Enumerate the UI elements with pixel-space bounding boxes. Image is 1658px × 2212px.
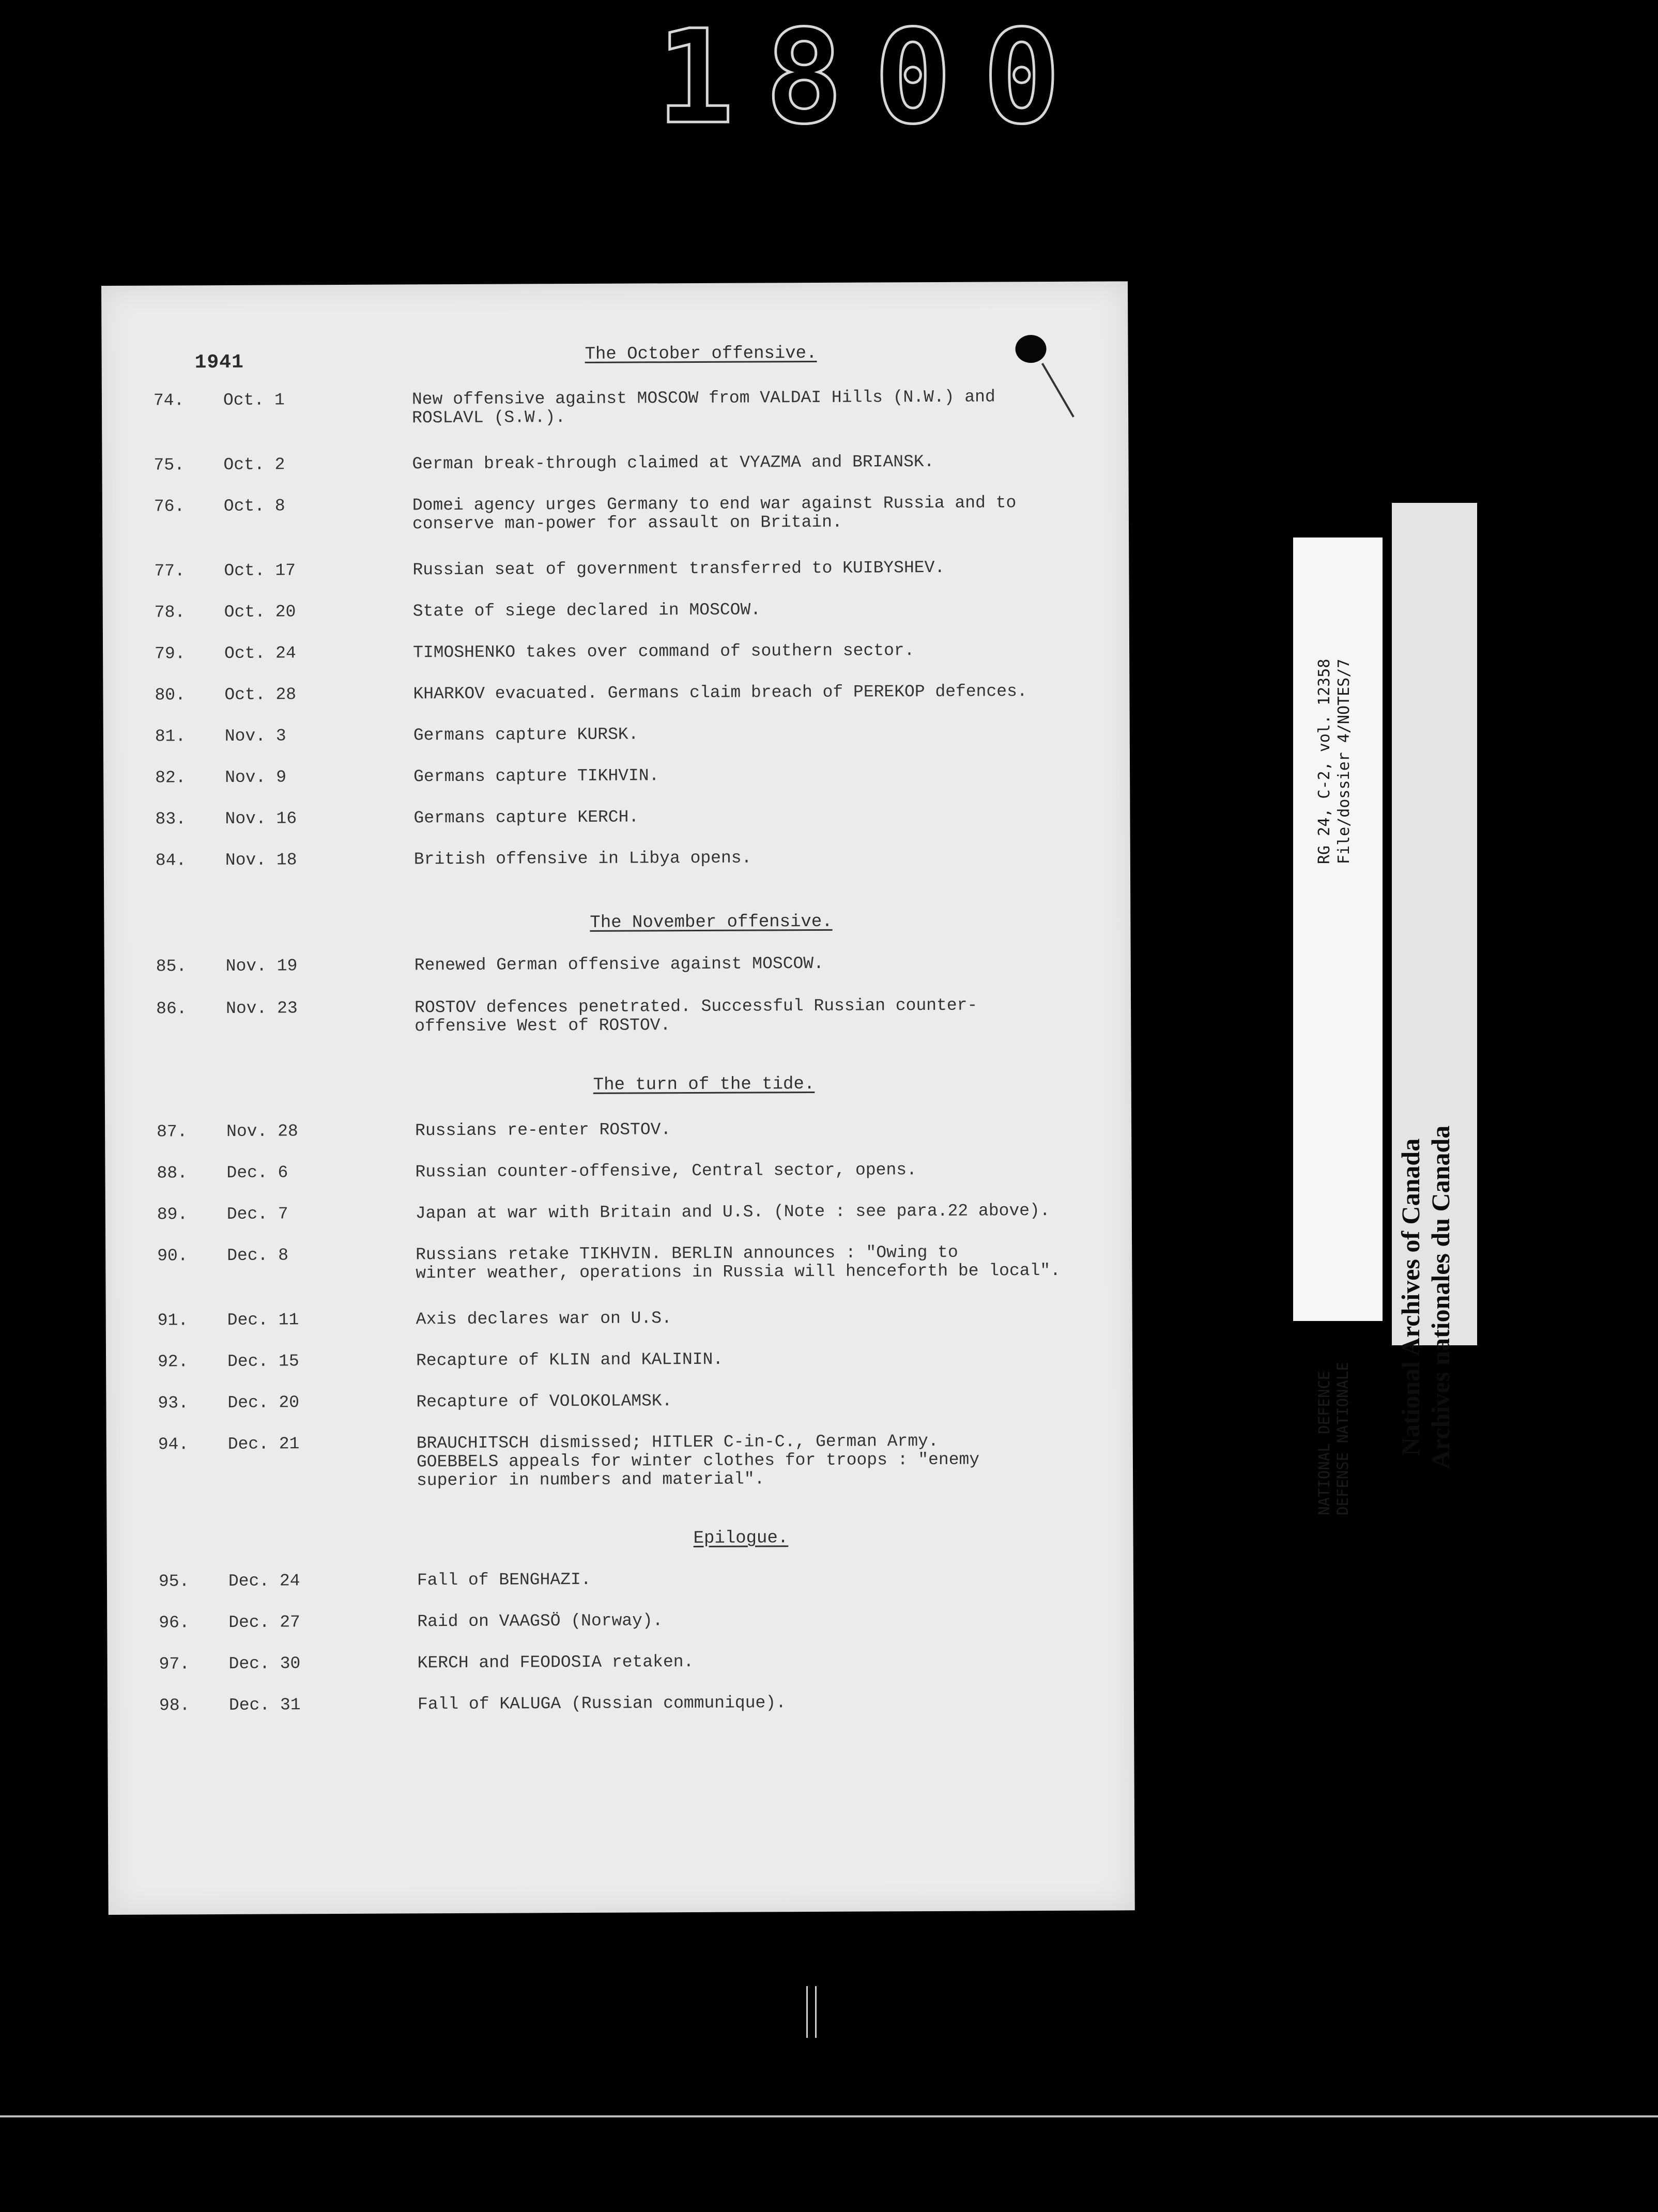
chronology-entry xyxy=(158,1349,1088,1372)
entry-number: 86. xyxy=(156,999,187,1019)
chronology-entry xyxy=(153,493,1084,534)
archive-label xyxy=(1395,1116,1455,1478)
chronology-entry xyxy=(159,1610,1089,1633)
entry-number: 77. xyxy=(154,561,185,581)
entry-date: Nov. 19 xyxy=(225,956,298,976)
chronology-entry xyxy=(157,1160,1087,1183)
ink-blot xyxy=(1015,335,1046,363)
chronology-entry xyxy=(159,1651,1089,1674)
entry-date: Nov. 3 xyxy=(224,726,286,746)
entry-date: Oct. 24 xyxy=(224,643,296,663)
entry-date: Dec. 8 xyxy=(227,1246,289,1265)
microfilm-frame-number: 1800 xyxy=(656,2,1092,152)
entry-number: 83. xyxy=(155,809,187,829)
entry-date: Dec. 20 xyxy=(227,1393,300,1412)
heading-epilogue: Epilogue. xyxy=(693,1528,789,1549)
entry-date: Nov. 18 xyxy=(225,850,297,870)
entry-text: Russians retake TIKHVIN. BERLIN announces : "Owing to winter weather, operations in Russia will henceforth be local". xyxy=(416,1242,1061,1283)
entry-text: Japan at war with Britain and U.S. (Note : see para.22 above). xyxy=(415,1201,1050,1223)
entry-date: Nov. 9 xyxy=(225,767,287,787)
entry-number: 90. xyxy=(157,1246,188,1266)
chronology-entry xyxy=(155,682,1085,705)
film-registration-mark xyxy=(806,1986,817,2038)
film-edge-line xyxy=(0,2115,1658,2117)
entry-text: Russians re-enter ROSTOV. xyxy=(415,1120,671,1141)
reference-line: File/dossier 4/NOTES/7 xyxy=(1335,658,1353,864)
entry-date: Dec. 11 xyxy=(227,1310,299,1330)
entry-number: 82. xyxy=(155,768,186,788)
entry-number: 88. xyxy=(157,1163,188,1183)
entry-date: Nov. 16 xyxy=(225,809,297,828)
heading-turn-of-the-tide: The turn of the tide. xyxy=(593,1074,815,1095)
entry-number: 79. xyxy=(155,644,186,664)
entry-date: Dec. 24 xyxy=(228,1571,300,1591)
archive-name-fr: Archives nationales du Canada xyxy=(1426,1125,1455,1469)
reference-line: RG 24, C-2, vol. 12358 xyxy=(1315,658,1333,864)
entry-text: Recapture of VOLOKOLAMSK. xyxy=(416,1391,672,1412)
entry-number: 84. xyxy=(155,851,187,870)
entry-date: Dec. 7 xyxy=(226,1204,288,1224)
entry-date: Oct. 20 xyxy=(224,602,296,622)
chronology-entry xyxy=(156,995,1086,1036)
chronology-entry xyxy=(155,848,1086,870)
department-name-fr: DEFENSE NATIONALE xyxy=(1334,1362,1352,1515)
entry-number: 75. xyxy=(153,455,185,475)
entry-date: Oct. 1 xyxy=(223,390,285,410)
entry-text: Fall of BENGHAZI. xyxy=(417,1570,591,1590)
entry-date: Oct. 8 xyxy=(223,496,285,516)
entry-number: 81. xyxy=(155,727,186,746)
entry-number: 98. xyxy=(159,1696,190,1715)
entry-number: 92. xyxy=(158,1352,189,1372)
entry-text: Domei agency urges Germany to end war against Russia and to conserve man-power for assault on Britain. xyxy=(412,493,1017,534)
entry-date: Oct. 2 xyxy=(223,455,285,474)
chronology-entry xyxy=(158,1431,1088,1491)
chronology-entry xyxy=(157,1242,1087,1283)
entry-number: 85. xyxy=(156,957,187,976)
entry-date: Nov. 28 xyxy=(226,1122,298,1141)
entry-date: Dec. 30 xyxy=(228,1654,301,1673)
chronology-entry xyxy=(154,600,1085,622)
heading-november-offensive: The November offensive. xyxy=(590,912,833,933)
chronology-entry xyxy=(157,1119,1087,1142)
entry-number: 94. xyxy=(158,1435,189,1454)
entry-text: Germans capture KERCH. xyxy=(413,807,639,828)
document-page xyxy=(101,281,1135,1915)
entry-text: State of siege declared in MOSCOW. xyxy=(412,600,761,621)
chronology-entry xyxy=(154,558,1084,581)
entry-number: 80. xyxy=(155,685,186,705)
entry-date: Oct. 17 xyxy=(224,561,296,580)
entry-text: German break-through claimed at VYAZMA and BRIANSK. xyxy=(412,452,934,474)
entry-date: Dec. 21 xyxy=(227,1434,300,1454)
entry-number: 76. xyxy=(153,497,185,516)
entry-text: Renewed German offensive against MOSCOW. xyxy=(414,954,824,975)
page-year: 1941 xyxy=(194,351,244,374)
entry-text: ROSTOV defences penetrated. Successful Russian counter- offensive West of ROSTOV. xyxy=(414,995,978,1036)
chronology-entry xyxy=(159,1693,1089,1715)
entry-number: 97. xyxy=(159,1654,190,1674)
entry-number: 74. xyxy=(153,391,185,410)
entry-number: 87. xyxy=(157,1122,188,1142)
entry-number: 91. xyxy=(157,1311,189,1330)
chronology-entry xyxy=(153,452,1084,475)
department-name-en: NATIONAL DEFENCE xyxy=(1315,1371,1333,1515)
chronology-entry xyxy=(155,806,1085,829)
department-stamp xyxy=(1315,1298,1352,1515)
entry-text: New offensive against MOSCOW from VALDAI Hills (N.W.) and ROSLAVL (S.W.). xyxy=(411,387,995,428)
entry-text: British offensive in Libya opens. xyxy=(413,848,752,869)
entry-number: 93. xyxy=(158,1393,189,1413)
chronology-entry xyxy=(153,387,1084,428)
entry-text: Raid on VAAGSÖ (Norway). xyxy=(417,1611,663,1632)
entry-text: TIMOSHENKO takes over command of southern sector. xyxy=(413,641,915,663)
entry-date: Nov. 23 xyxy=(226,999,298,1018)
entry-date: Dec. 27 xyxy=(228,1612,300,1632)
chronology-entry xyxy=(158,1569,1089,1591)
chronology-entry xyxy=(156,954,1086,976)
entry-text: Germans capture TIKHVIN. xyxy=(413,766,659,787)
entry-text: BRAUCHITSCH dismissed; HITLER C-in-C., German Army. GOEBBELS appeals for winter clothes for troops : "enemy superior in numbers and material". xyxy=(416,1431,980,1491)
entry-text: KERCH and FEODOSIA retaken. xyxy=(417,1652,694,1673)
chronology-entry xyxy=(155,641,1085,664)
entry-text: Axis declares war on U.S. xyxy=(416,1309,672,1329)
chronology-entry xyxy=(157,1201,1087,1224)
entry-number: 96. xyxy=(159,1613,190,1633)
entry-text: KHARKOV evacuated. Germans claim breach of PEREKOP defences. xyxy=(413,682,1027,704)
entry-text: Fall of KALUGA (Russian communique). xyxy=(417,1693,786,1714)
heading-october-offensive: The October offensive. xyxy=(585,343,817,364)
entry-date: Dec. 31 xyxy=(228,1695,301,1715)
chronology-entry xyxy=(157,1308,1088,1330)
chronology-entry xyxy=(155,765,1085,788)
entry-number: 78. xyxy=(154,603,186,622)
entry-text: Recapture of KLIN and KALININ. xyxy=(416,1349,724,1371)
entry-date: Dec. 15 xyxy=(227,1351,299,1371)
entry-text: Germans capture KURSK. xyxy=(413,725,639,745)
archive-name-en: National Archives of Canada xyxy=(1396,1138,1425,1456)
entry-text: Russian seat of government transferred to KUIBYSHEV. xyxy=(412,558,945,580)
entry-date: Dec. 6 xyxy=(226,1163,288,1182)
entry-number: 95. xyxy=(158,1572,190,1591)
chronology-entry xyxy=(158,1390,1088,1413)
chronology-entry xyxy=(155,724,1085,746)
entry-date: Oct. 28 xyxy=(224,685,297,704)
entry-text: Russian counter-offensive, Central sector, opens. xyxy=(415,1160,917,1182)
entry-number: 89. xyxy=(157,1205,188,1224)
